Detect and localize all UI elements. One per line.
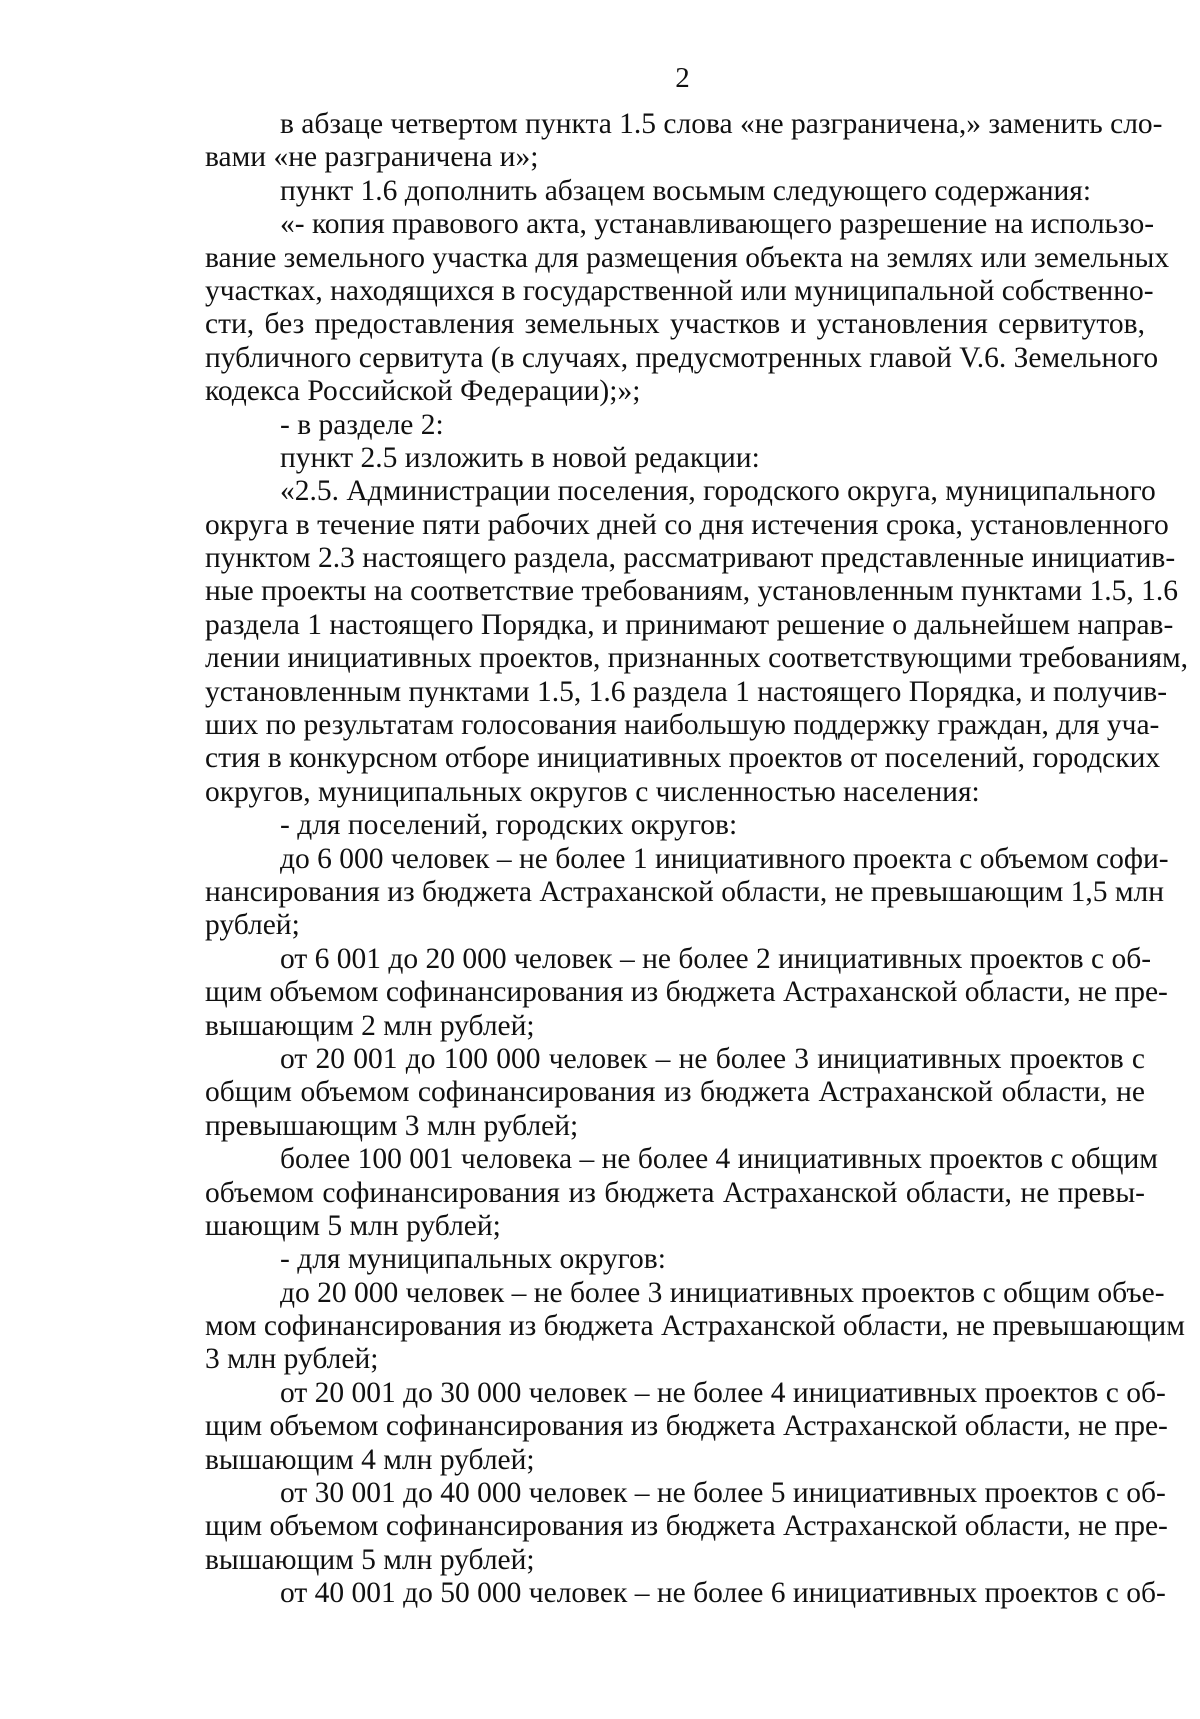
text-line: вами «не разграничена и»; xyxy=(205,141,539,174)
text-line: - для поселений, городских округов: xyxy=(280,809,738,842)
text-line: ших по результатам голосования наибольшую поддержку граждан, для уча- xyxy=(205,709,1160,742)
text-line: раздела 1 настоящего Порядка, и принимают решение о дальнейшем направ- xyxy=(205,608,1174,641)
text-line: вышающим 5 млн рублей; xyxy=(205,1543,535,1576)
text-line: от 40 001 до 50 000 человек – не более 6 инициативных проектов с об- xyxy=(280,1577,1166,1610)
text-line: «- копия правового акта, устанавливающего разрешение на использо- xyxy=(280,208,1155,241)
text-line: сти, без предоставления земельных участков и установления сервитутов, xyxy=(205,308,1145,341)
text-line: лении инициативных проектов, признанных соответствующими требованиям, xyxy=(205,642,1189,675)
text-line: шающим 5 млн рублей; xyxy=(205,1209,501,1242)
text-line: - для муниципальных округов: xyxy=(280,1243,666,1276)
text-line: щим объемом софинансирования из бюджета Астраханской области, не пре- xyxy=(205,1510,1168,1543)
text-line: от 6 001 до 20 000 человек – не более 2 инициативных проектов с об- xyxy=(280,942,1152,975)
text-line: пункт 1.6 дополнить абзацем восьмым следующего содержания: xyxy=(280,174,1092,207)
text-line: в абзаце четвертом пункта 1.5 слова «не разграничена,» заменить сло- xyxy=(280,108,1163,140)
text-line: до 20 000 человек – не более 3 инициативных проектов с общим объе- xyxy=(280,1276,1165,1309)
text-line: стия в конкурсном отборе инициативных проектов от поселений, городских xyxy=(205,742,1161,775)
text-line: от 30 001 до 40 000 человек – не более 5 инициативных проектов с об- xyxy=(280,1477,1166,1510)
text-line: округа в течение пяти рабочих дней со дня истечения срока, установленного xyxy=(205,508,1169,541)
text-line: вышающим 2 млн рублей; xyxy=(205,1009,535,1042)
text-line: рублей; xyxy=(205,909,300,942)
text-line: вышающим 4 млн рублей; xyxy=(205,1443,535,1476)
text-line: от 20 001 до 100 000 человек – не более 3 инициативных проектов с xyxy=(280,1042,1145,1075)
text-line: более 100 001 человека – не более 4 инициативных проектов с общим xyxy=(280,1143,1158,1176)
text-line: кодекса Российской Федерации);»; xyxy=(205,375,641,408)
text-line: - в разделе 2: xyxy=(280,408,444,441)
text-line: 3 млн рублей; xyxy=(205,1343,379,1376)
text-line: участках, находящихся в государственной или муниципальной собственно- xyxy=(205,274,1154,307)
text-line: пунктом 2.3 настоящего раздела, рассматривают представленные инициатив- xyxy=(205,542,1176,575)
text-line: установленным пунктами 1.5, 1.6 раздела 1 настоящего Порядка, и получив- xyxy=(205,675,1168,708)
text-line: превышающим 3 млн рублей; xyxy=(205,1109,579,1142)
text-line: общим объемом софинансирования из бюджета Астраханской области, не xyxy=(205,1076,1145,1109)
text-line: мом софинансирования из бюджета Астраханской области, не превышающим xyxy=(205,1310,1185,1343)
text-line: публичного сервитута (в случаях, предусмотренных главой V.6. Земельного xyxy=(205,341,1159,374)
text-line: вание земельного участка для размещения объекта на землях или земельных xyxy=(205,241,1170,274)
text-line: щим объемом софинансирования из бюджета Астраханской области, не пре- xyxy=(205,1410,1168,1443)
document-body xyxy=(205,108,1189,1611)
text-line: объемом софинансирования из бюджета Астраханской области, не превы- xyxy=(205,1176,1145,1209)
text-line: до 6 000 человек – не более 1 инициативного проекта с объемом софи- xyxy=(280,842,1169,875)
page-number: 2 xyxy=(675,62,690,94)
text-line: ные проекты на соответствие требованиям, установленным пунктами 1.5, 1.6 xyxy=(205,575,1178,608)
text-line: «2.5. Администрации поселения, городского округа, муниципального xyxy=(280,475,1156,508)
text-line: от 20 001 до 30 000 человек – не более 4 инициативных проектов с об- xyxy=(280,1376,1166,1409)
text-line: округов, муниципальных округов с численностью населения: xyxy=(205,775,980,808)
text-line: пункт 2.5 изложить в новой редакции: xyxy=(280,441,760,474)
text-line: щим объемом софинансирования из бюджета Астраханской области, не пре- xyxy=(205,976,1168,1009)
text-line: нансирования из бюджета Астраханской области, не превышающим 1,5 млн xyxy=(205,875,1165,908)
